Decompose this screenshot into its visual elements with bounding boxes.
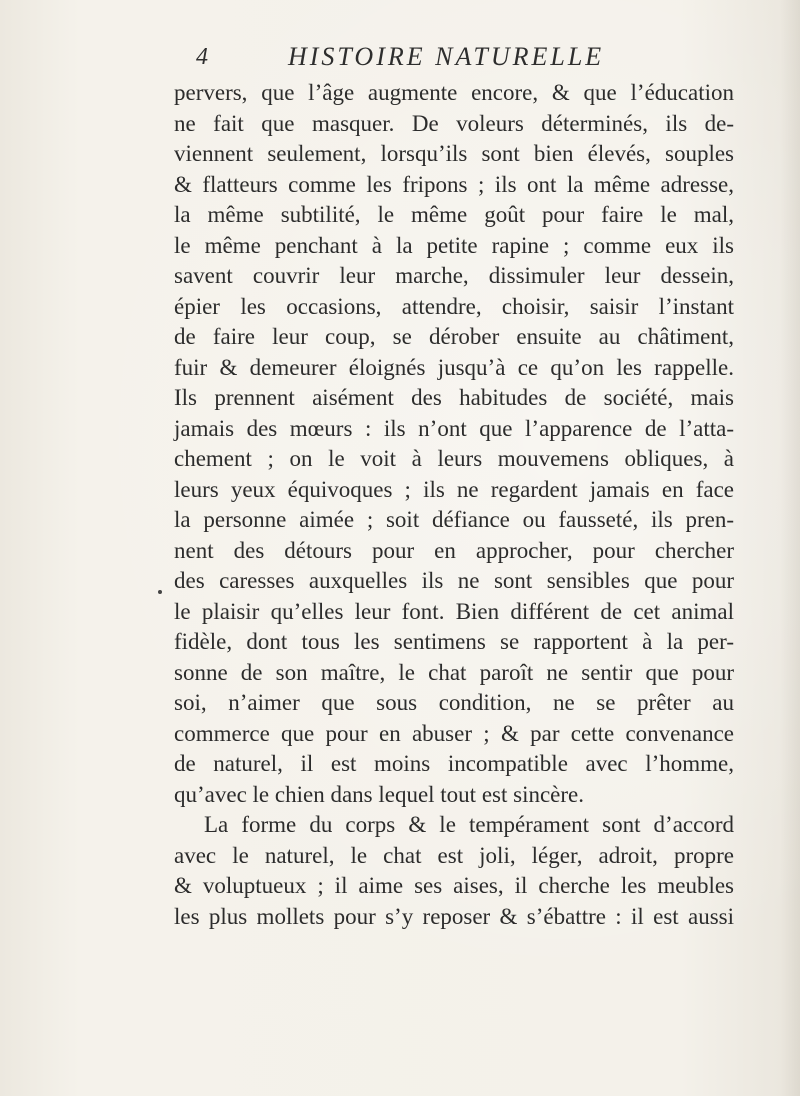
text-line: pervers, que l’âge augmente encore, & que l’éducation [174, 80, 734, 105]
text-line: qu’avec le chien dans lequel tout est sincère. [174, 781, 585, 807]
body-text [174, 78, 734, 932]
text-line: & voluptueux ; il aime ses aises, il cherche les meubles [174, 873, 734, 898]
page-edge-shadow [780, 0, 800, 1096]
text-line: de naturel, il est moins incompatible avec l’homme, [174, 751, 734, 776]
text-line: jamais des mœurs : ils n’ont que l’apparence de l’atta- [174, 415, 734, 441]
page-header [196, 38, 776, 78]
text-line: soi, n’aimer que sous condition, ne se prêter au [174, 690, 734, 715]
text-line: commerce que pour en abuser ; & par cette convenance [174, 720, 734, 746]
text-line: le plaisir qu’elles leur font. Bien différent de cet animal [174, 598, 734, 624]
text-line: viennent seulement, lorsqu’ils sont bien élevés, souples [174, 141, 734, 166]
text-line: fidèle, dont tous les sentimens se rapportent à la per- [174, 629, 734, 654]
text-line: Ils prennent aisément des habitudes de société, mais [174, 385, 734, 410]
text-line: fuir & demeurer éloignés jusqu’à ce qu’on les rappelle. [174, 354, 734, 380]
text-line: de faire leur coup, se dérober ensuite au châtiment, [174, 324, 734, 349]
text-line: nent des détours pour en approcher, pour chercher [174, 537, 734, 563]
text-line: épier les occasions, attendre, choisir, saisir l’instant [174, 293, 734, 319]
text-line: savent couvrir leur marche, dissimuler leur dessein, [174, 263, 734, 288]
text-line: chement ; on le voit à leurs mouvemens obliques, à [174, 446, 734, 471]
margin-mark [158, 590, 162, 594]
text-line: les plus mollets pour s’y reposer & s’ébattre : il est aussi [174, 903, 734, 929]
text-line: sonne de son maître, le chat paroît ne sentir que pour [174, 659, 734, 685]
text-line: la personne aimée ; soit défiance ou fausseté, ils pren- [174, 507, 734, 532]
text-line: avec le naturel, le chat est joli, léger, adroit, propre [174, 842, 734, 868]
text-line: & flatteurs comme les fripons ; ils ont la même adresse, [174, 171, 734, 197]
text-line: le même penchant à la petite rapine ; comme eux ils [174, 232, 734, 258]
running-title: HISTOIRE NATURELLE [288, 42, 605, 71]
text-line: leurs yeux équivoques ; ils ne regardent jamais en face [174, 476, 734, 502]
text-line: des caresses auxquelles ils ne sont sensibles que pour [174, 568, 734, 593]
page-number: 4 [196, 44, 208, 70]
paragraph-start-line: La forme du corps & le tempérament sont d’accord [204, 812, 734, 837]
text-line: ne fait que masquer. De voleurs déterminés, ils de- [174, 110, 734, 136]
text-line: la même subtilité, le même goût pour faire le mal, [174, 202, 734, 227]
